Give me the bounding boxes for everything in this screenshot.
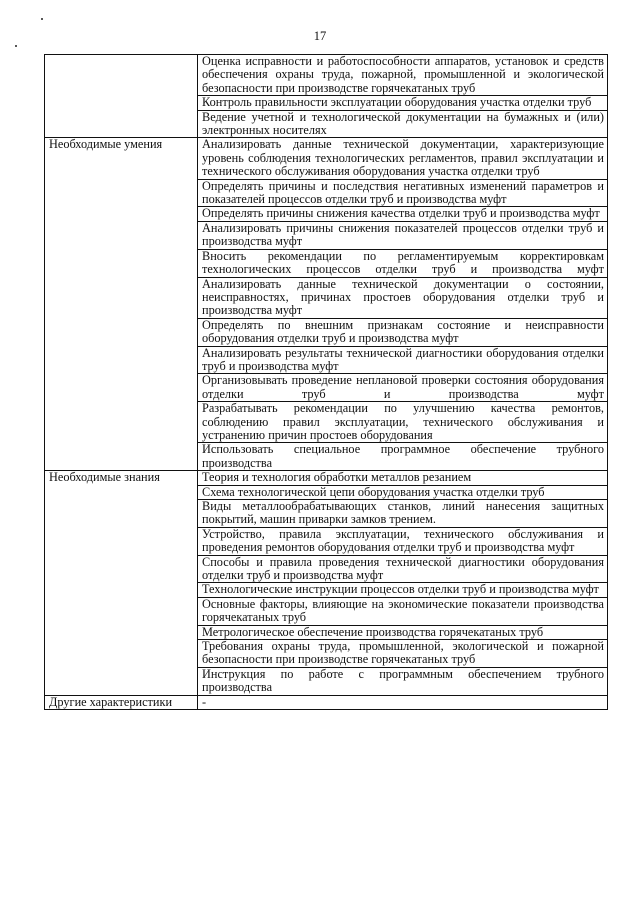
scan-speck: [41, 18, 43, 20]
requirement-item: Теория и технология обработки металлов резанием: [198, 471, 608, 485]
requirement-item: Анализировать причины снижения показателей процессов отделки труб и производства муфт: [198, 221, 608, 249]
requirement-item: Оценка исправности и работоспособности аппаратов, установок и средств обеспечения охраны труда, пожарной, промышленной и экологической безопасности при производстве горячекатаных труб: [198, 55, 608, 96]
table-row: [45, 695, 608, 709]
requirement-item: Виды металлообрабатывающих станков, линий нанесения защитных покрытий, машин приварки замков трением.: [198, 500, 608, 528]
section-label: Необходимые умения: [45, 138, 198, 471]
table-row: [45, 471, 608, 485]
requirement-item: Метрологическое обеспечение производства горячекатаных труб: [198, 625, 608, 639]
requirement-item: Анализировать результаты технической диагностики оборудования отделки труб и производства муфт: [198, 346, 608, 374]
requirement-item: Использовать специальное программное обеспечение трубного производства: [198, 443, 608, 471]
requirement-item: Ведение учетной и технологической документации на бумажных и (или) электронных носителях: [198, 110, 608, 138]
requirement-item: Способы и правила проведения технической диагностики оборудования отделки труб и производства муфт: [198, 555, 608, 583]
requirement-item: Определять причины снижения качества отделки труб и производства муфт: [198, 207, 608, 221]
page-number: 17: [313, 29, 327, 43]
requirement-item: Контроль правильности эксплуатации оборудования участка отделки труб: [198, 96, 608, 110]
table-row: [45, 55, 608, 96]
section-label: [45, 55, 198, 138]
qualification-table: [44, 54, 608, 710]
requirement-item: Устройство, правила эксплуатации, технического обслуживания и проведения ремонтов оборудования отделки труб и производства муфт: [198, 527, 608, 555]
section-label: Другие характеристики: [45, 695, 198, 709]
requirement-item: Разрабатывать рекомендации по улучшению качества ремонтов, соблюдению правил эксплуатации, технического обслуживания и устранению причин простоев оборудования: [198, 402, 608, 443]
requirement-item: Анализировать данные технической документации, характеризующие уровень соблюдения технологических регламентов, правил эксплуатации и технического обслуживания оборудования участка отделки труб: [198, 138, 608, 179]
requirement-item: Инструкция по работе с программным обеспечением трубного производства: [198, 667, 608, 695]
table-row: [45, 138, 608, 179]
requirement-item: Требования охраны труда, промышленной, экологической и пожарной безопасности при производстве горячекатаных труб: [198, 640, 608, 668]
section-label: Необходимые знания: [45, 471, 198, 696]
requirement-item: Схема технологической цепи оборудования участка отделки труб: [198, 485, 608, 499]
requirement-item: Технологические инструкции процессов отделки труб и производства муфт: [198, 583, 608, 597]
requirement-item: -: [198, 695, 608, 709]
scan-speck: [15, 45, 17, 47]
requirement-item: Определять по внешним признакам состояние и неисправности оборудования отделки труб и производства муфт: [198, 318, 608, 346]
requirement-item: Анализировать данные технической документации о состоянии, неисправностях, причинах простоев оборудования отделки труб и производства муфт: [198, 277, 608, 318]
requirement-item: Основные факторы, влияющие на экономические показатели производства горячекатаных труб: [198, 597, 608, 625]
requirement-item: Определять причины и последствия негативных изменений параметров и показателей процессов отделки труб и производства муфт: [198, 179, 608, 207]
requirement-item: Организовывать проведение неплановой проверки состояния оборудования отделки труб и производства муфт: [198, 374, 608, 402]
requirement-item: Вносить рекомендации по регламентируемым корректировкам технологических процессов отделки труб и производства муфт: [198, 249, 608, 277]
